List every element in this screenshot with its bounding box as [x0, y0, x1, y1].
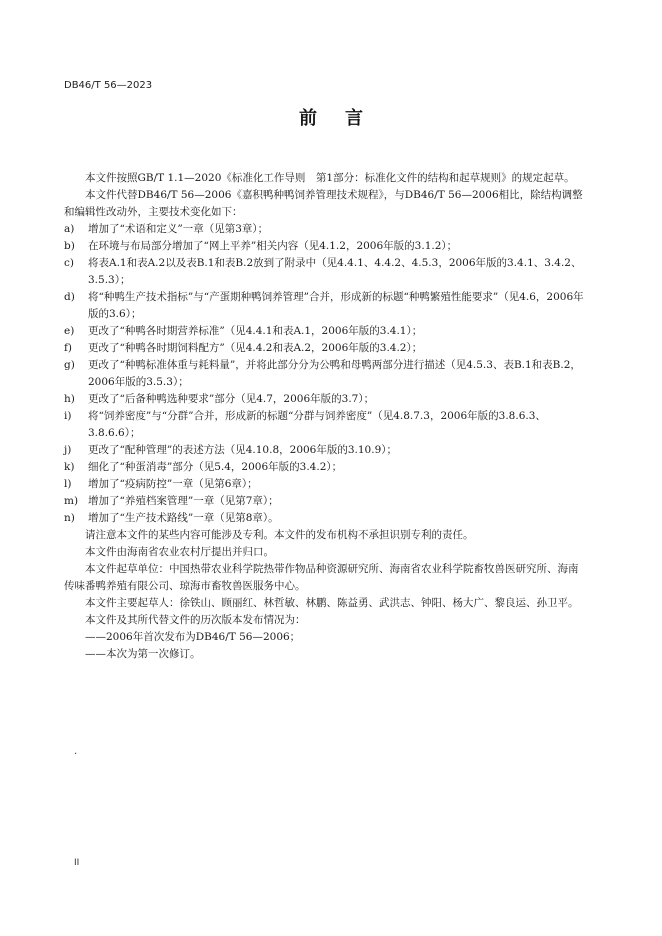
intro-paragraph-2: 本文件代替DB46/T 56—2006《嘉积鸭种鸭饲养管理技术规程》，与DB46/T 56—2006相比，除结构调整和编辑性改动外，主要技术变化如下：	[64, 189, 583, 218]
list-item	[64, 442, 584, 459]
list-marker: l)	[64, 478, 72, 490]
title-char-1: 前	[299, 108, 317, 129]
list-item-text: 更改了“种鸭各时期饲料配方”（见4.4.2和表A.2，2006年版的3.4.2）；	[88, 342, 423, 354]
list-marker: d)	[64, 291, 75, 303]
list-item	[64, 476, 584, 493]
list-item	[64, 391, 584, 408]
list-item-text: 增加了“养殖档案管理”一章（见第7章）；	[88, 495, 279, 507]
list-marker: e)	[64, 325, 75, 337]
page-number: II	[74, 858, 80, 868]
list-marker: n)	[64, 512, 75, 524]
list-marker: a)	[64, 223, 75, 235]
list-item-text: 增加了“疫病防控”一章（见第6章）；	[88, 478, 258, 490]
list-item-text: 增加了“生产技术路线”一章（见第8章）。	[88, 512, 279, 524]
list-item-text: 更改了“后备种鸭选种要求”部分（见4.7，2006年版的3.7）；	[88, 393, 375, 405]
proposer-statement: 本文件由海南省农业农村厅提出并归口。	[85, 546, 274, 558]
list-item-text: 增加了“术语和定义”一章（见第3章）；	[88, 223, 269, 235]
list-item-text: 更改了“种鸭各时期营养标准”（见4.4.1和表A.1，2006年版的3.4.1）；	[88, 325, 423, 337]
list-item	[64, 357, 584, 391]
list-item	[64, 493, 584, 510]
list-item	[64, 255, 584, 289]
list-marker: b)	[64, 240, 75, 252]
list-item-text: 在环境与布局部分增加了“网上平养”相关内容（见4.1.2，2006年版的3.1.2）；	[88, 240, 458, 252]
history-item: ——本次为第一次修订。	[85, 648, 201, 660]
list-item-text: 将“饲养密度”与“分群”合并，形成新的标题“分群与饲养密度”（见4.8.7.3，2006年版的3.8.6.3、3.8.6.6）；	[88, 410, 546, 439]
list-marker: g)	[64, 359, 75, 371]
stray-dot: .	[74, 746, 78, 757]
list-item	[64, 408, 584, 442]
list-item-text: 将表A.1和表A.2以及表B.1和表B.2放到了附录中（见4.4.1、4.4.2、4.5.3，2006年版的3.4.1、3.4.2、3.5.3）；	[88, 257, 582, 286]
history-item: ——2006年首次发布为DB46/T 56—2006；	[85, 631, 301, 643]
list-item	[64, 238, 584, 255]
list-item-text: 更改了“种鸭标准体重与耗料量”，并将此部分分为公鸭和母鸭两部分进行描述（见4.5.3、表B.1和表B.2，2006年版的3.5.3）；	[88, 359, 581, 388]
list-item	[64, 459, 584, 476]
history-intro: 本文件及其所代替文件的历次版本发布情况为：	[85, 614, 306, 626]
list-item-text: 将“种鸭生产技术指标”与“产蛋期种鸭饲养管理”合并，形成新的标题“种鸭繁殖性能要求”（见4.6，2006年版的3.6）；	[88, 291, 584, 320]
page-title	[0, 104, 662, 130]
list-marker: f)	[64, 342, 72, 354]
list-marker: m)	[64, 495, 79, 507]
title-char-2: 言	[345, 108, 363, 129]
list-item	[64, 221, 584, 238]
list-marker: k)	[64, 461, 75, 473]
list-item	[64, 340, 584, 357]
list-item-text: 细化了“种蛋消毒”部分（见5.4，2006年版的3.4.2）；	[88, 461, 343, 473]
list-item	[64, 510, 584, 527]
main-drafters: 本文件主要起草人：徐铁山、顾丽红、林哲敏、林鹏、陈益勇、武洪志、钟阳、杨大广、黎良运、孙卫平。	[85, 597, 579, 609]
list-marker: i)	[64, 410, 72, 422]
document-code: DB46/T 56—2023	[64, 80, 153, 91]
technical-changes-list	[64, 221, 584, 527]
patent-notice: 请注意本文件的某些内容可能涉及专利。本文件的发布机构不承担识别专利的责任。	[85, 529, 474, 541]
list-marker: c)	[64, 257, 74, 269]
list-marker: j)	[64, 444, 72, 456]
list-marker: h)	[64, 393, 75, 405]
list-item	[64, 323, 584, 340]
list-item-text: 更改了“配种管理”的表述方法（见4.10.8，2006年版的3.10.9）；	[88, 444, 398, 456]
foreword-body	[64, 170, 584, 663]
list-item	[64, 289, 584, 323]
drafting-units: 本文件起草单位：中国热带农业科学院热带作物品种资源研究所、海南省农业科学院畜牧兽医研究所、海南传味番鸭养殖有限公司、琼海市畜牧兽医服务中心。	[64, 563, 579, 592]
intro-paragraph-1: 本文件按照GB/T 1.1—2020《标准化工作导则 第1部分：标准化文件的结构和起草规则》的规定起草。	[85, 172, 575, 184]
